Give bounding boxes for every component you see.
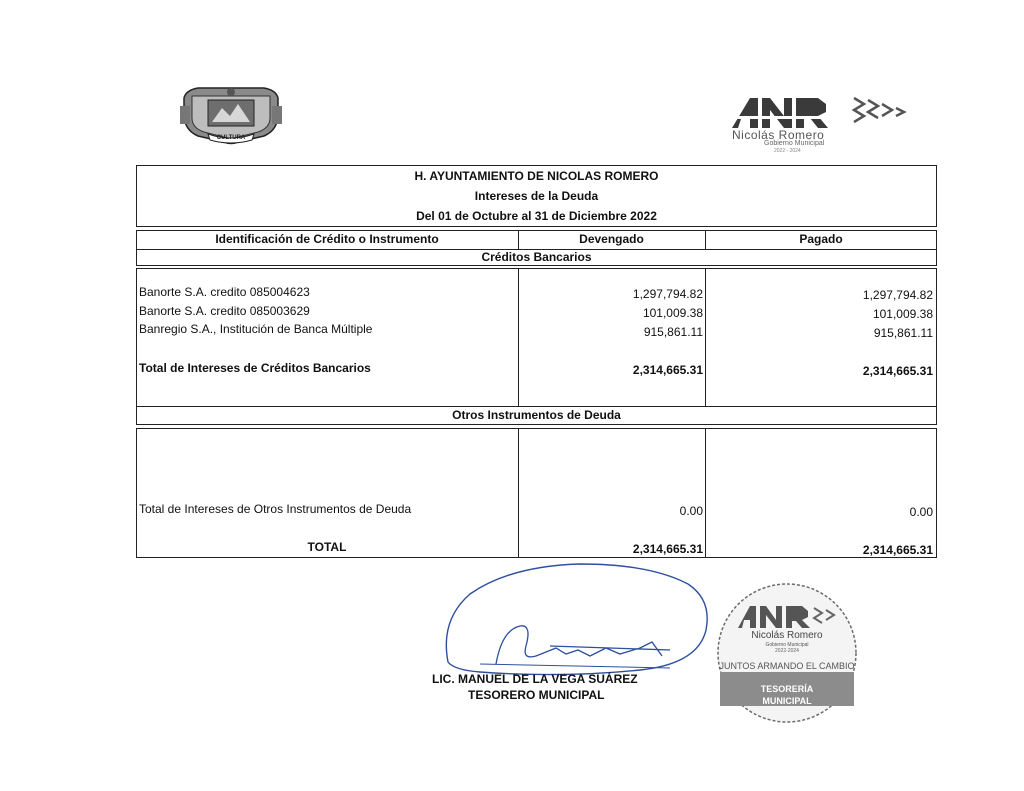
seal-city: Nicolás Romero — [751, 630, 823, 641]
anr-logo — [728, 92, 914, 154]
grand-total-devengado: 2,314,665.31 — [632, 542, 703, 556]
treasurer-signature — [432, 560, 720, 702]
row-3-name: Banregio S.A., Institución de Banca Múltiple — [139, 322, 373, 336]
seal-years: 2022-2024 — [775, 648, 799, 654]
row-3-pagado: 915,861.11 — [873, 326, 933, 340]
report-title: Intereses de la Deuda — [474, 189, 599, 203]
report-header — [136, 165, 937, 227]
entity-name: H. AYUNTAMIENTO DE NICOLAS ROMERO — [414, 169, 659, 183]
crest-label: CULTURA — [216, 135, 246, 141]
col-header-pagado: Pagado — [799, 232, 843, 246]
seal-dept-1: TESORERÍA — [760, 684, 814, 694]
col-header-devengado: Devengado — [579, 232, 644, 246]
logo-years: 2022 - 2024 — [774, 148, 801, 154]
treasurer-role: TESORERO MUNICIPAL — [468, 688, 605, 702]
row-2-pagado: 101,009.38 — [872, 307, 933, 321]
municipal-coat-of-arms — [178, 84, 284, 146]
section-2-title: Otros Instrumentos de Deuda — [452, 408, 621, 422]
col-header-identification: Identificación de Crédito o Instrumento — [215, 232, 439, 246]
logo-city: Nicolás Romero — [732, 128, 825, 142]
grand-total-pagado: 2,314,665.31 — [862, 543, 933, 557]
section-1-title: Créditos Bancarios — [481, 250, 592, 264]
logo-government: Gobierno Municipal — [764, 140, 825, 147]
section-2-total-pagado: 0.00 — [909, 505, 933, 519]
row-1-devengado: 1,297,794.82 — [632, 287, 703, 301]
section-1-total-devengado: 2,314,665.31 — [632, 363, 703, 377]
row-1-pagado: 1,297,794.82 — [862, 288, 933, 302]
grand-total-label: TOTAL — [307, 540, 347, 554]
seal-dept-2: MUNICIPAL — [762, 696, 812, 706]
seal-motto: JUNTOS ARMANDO EL CAMBIO — [719, 661, 855, 671]
treasurer-name: LIC. MANUEL DE LA VEGA SUÁREZ — [432, 672, 638, 686]
seal-government: Gobierno Municipal — [765, 642, 809, 648]
section-2-total-devengado: 0.00 — [679, 504, 703, 518]
section-2-total-label: Total de Intereses de Otros Instrumentos de Deuda — [139, 502, 412, 516]
row-3-devengado: 915,861.11 — [643, 325, 703, 339]
section-1-total-label: Total de Intereses de Créditos Bancarios — [139, 361, 371, 375]
row-2-name: Banorte S.A. credito 085003629 — [139, 304, 310, 318]
report-period: Del 01 de Octubre al 31 de Diciembre 2022 — [416, 209, 657, 223]
treasury-seal — [716, 582, 858, 724]
row-1-name: Banorte S.A. credito 085004623 — [139, 285, 310, 299]
row-2-devengado: 101,009.38 — [642, 306, 703, 320]
section-1-total-pagado: 2,314,665.31 — [862, 364, 933, 378]
